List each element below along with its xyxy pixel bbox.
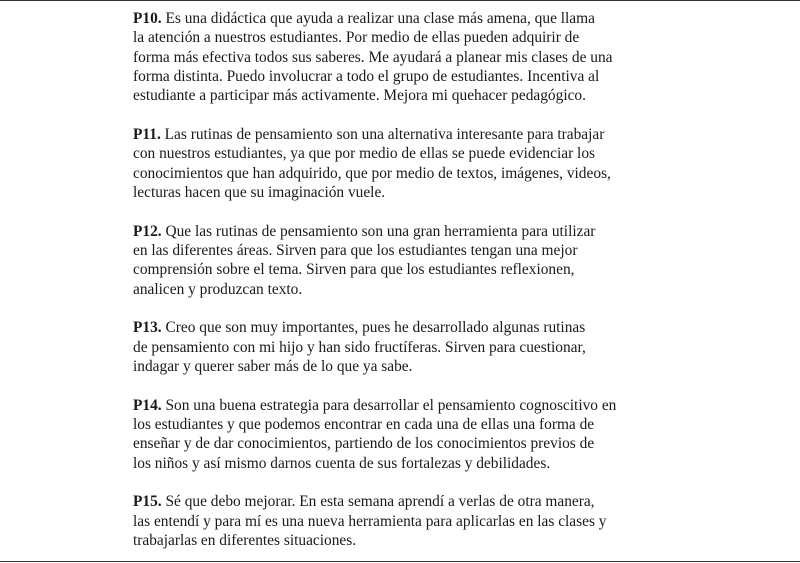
response-line	[133, 492, 628, 511]
response-line: forma más efectiva todos sus saberes. Me ayudará a planear mis clases de una	[133, 48, 613, 66]
response-line: los estudiantes y que podemos encontrar en cada una de ellas una forma de	[133, 416, 595, 434]
response-line: forma distinta. Puedo involucrar a todo el grupo de estudiantes. Incentiva al	[133, 67, 600, 85]
response-line: lecturas hacen que su imaginación vuele.	[133, 183, 386, 201]
response-p10	[133, 9, 628, 105]
response-id: P12.	[133, 222, 162, 240]
response-p14	[133, 396, 628, 473]
response-line: comprensión sobre el tema. Sirven para que los estudiantes reflexionen,	[133, 261, 575, 279]
response-line	[133, 318, 628, 337]
response-line: enseñar y de dar conocimientos, partiendo de los conocimientos previos de	[133, 435, 595, 453]
top-rule	[0, 0, 800, 1]
response-line	[133, 396, 628, 415]
response-text: Creo que son muy importantes, pues he desarrollado algunas rutinas	[161, 319, 586, 337]
response-line	[133, 125, 628, 144]
response-text: Que las rutinas de pensamiento son una gran herramienta para utilizar	[161, 222, 596, 240]
response-id: P15.	[133, 493, 162, 511]
response-text: Son una buena estrategia para desarrollar el pensamiento cognoscitivo en	[161, 396, 617, 414]
response-text: Las rutinas de pensamiento son una alternativa interesante para trabajar	[160, 125, 605, 143]
response-line: las entendí y para mí es una nueva herramienta para aplicarlas en las clases y	[133, 512, 607, 530]
response-line: con nuestros estudiantes, ya que por medio de ellas se puede evidenciar los	[133, 145, 596, 163]
response-p15	[133, 492, 628, 550]
response-line: analicen y produzcan texto.	[133, 280, 303, 298]
response-line: indagar y querer saber más de lo que ya sabe.	[133, 357, 413, 375]
response-id: P11.	[133, 125, 161, 143]
response-line: conocimientos que han adquirido, que por medio de textos, imágenes, videos,	[133, 164, 611, 182]
response-id: P14.	[133, 396, 162, 414]
response-line: de pensamiento con mi hijo y han sido fructíferas. Sirven para cuestionar,	[133, 338, 586, 356]
response-p12	[133, 222, 628, 299]
responses-list	[133, 9, 628, 563]
response-line	[133, 9, 628, 28]
response-p13	[133, 318, 628, 376]
response-text: Es una didáctica que ayuda a realizar una clase más amena, que llama	[161, 10, 595, 27]
response-id: P10.	[133, 10, 162, 27]
bottom-rule	[0, 561, 800, 562]
response-line	[133, 222, 628, 241]
response-p11	[133, 125, 628, 202]
response-line: los niños y así mismo darnos cuenta de sus fortalezas y debilidades.	[133, 454, 551, 472]
response-line: en las diferentes áreas. Sirven para que los estudiantes tengan una mejor	[133, 241, 578, 259]
response-line: estudiante a participar más activamente. Mejora mi quehacer pedagógico.	[133, 87, 586, 105]
response-line: la atención a nuestros estudiantes. Por medio de ellas pueden adquirir de	[133, 29, 580, 47]
response-line: trabajarlas en diferentes situaciones.	[133, 532, 357, 550]
response-text: Sé que debo mejorar. En esta semana aprendí a verlas de otra manera,	[161, 493, 595, 511]
response-id: P13.	[133, 319, 162, 337]
